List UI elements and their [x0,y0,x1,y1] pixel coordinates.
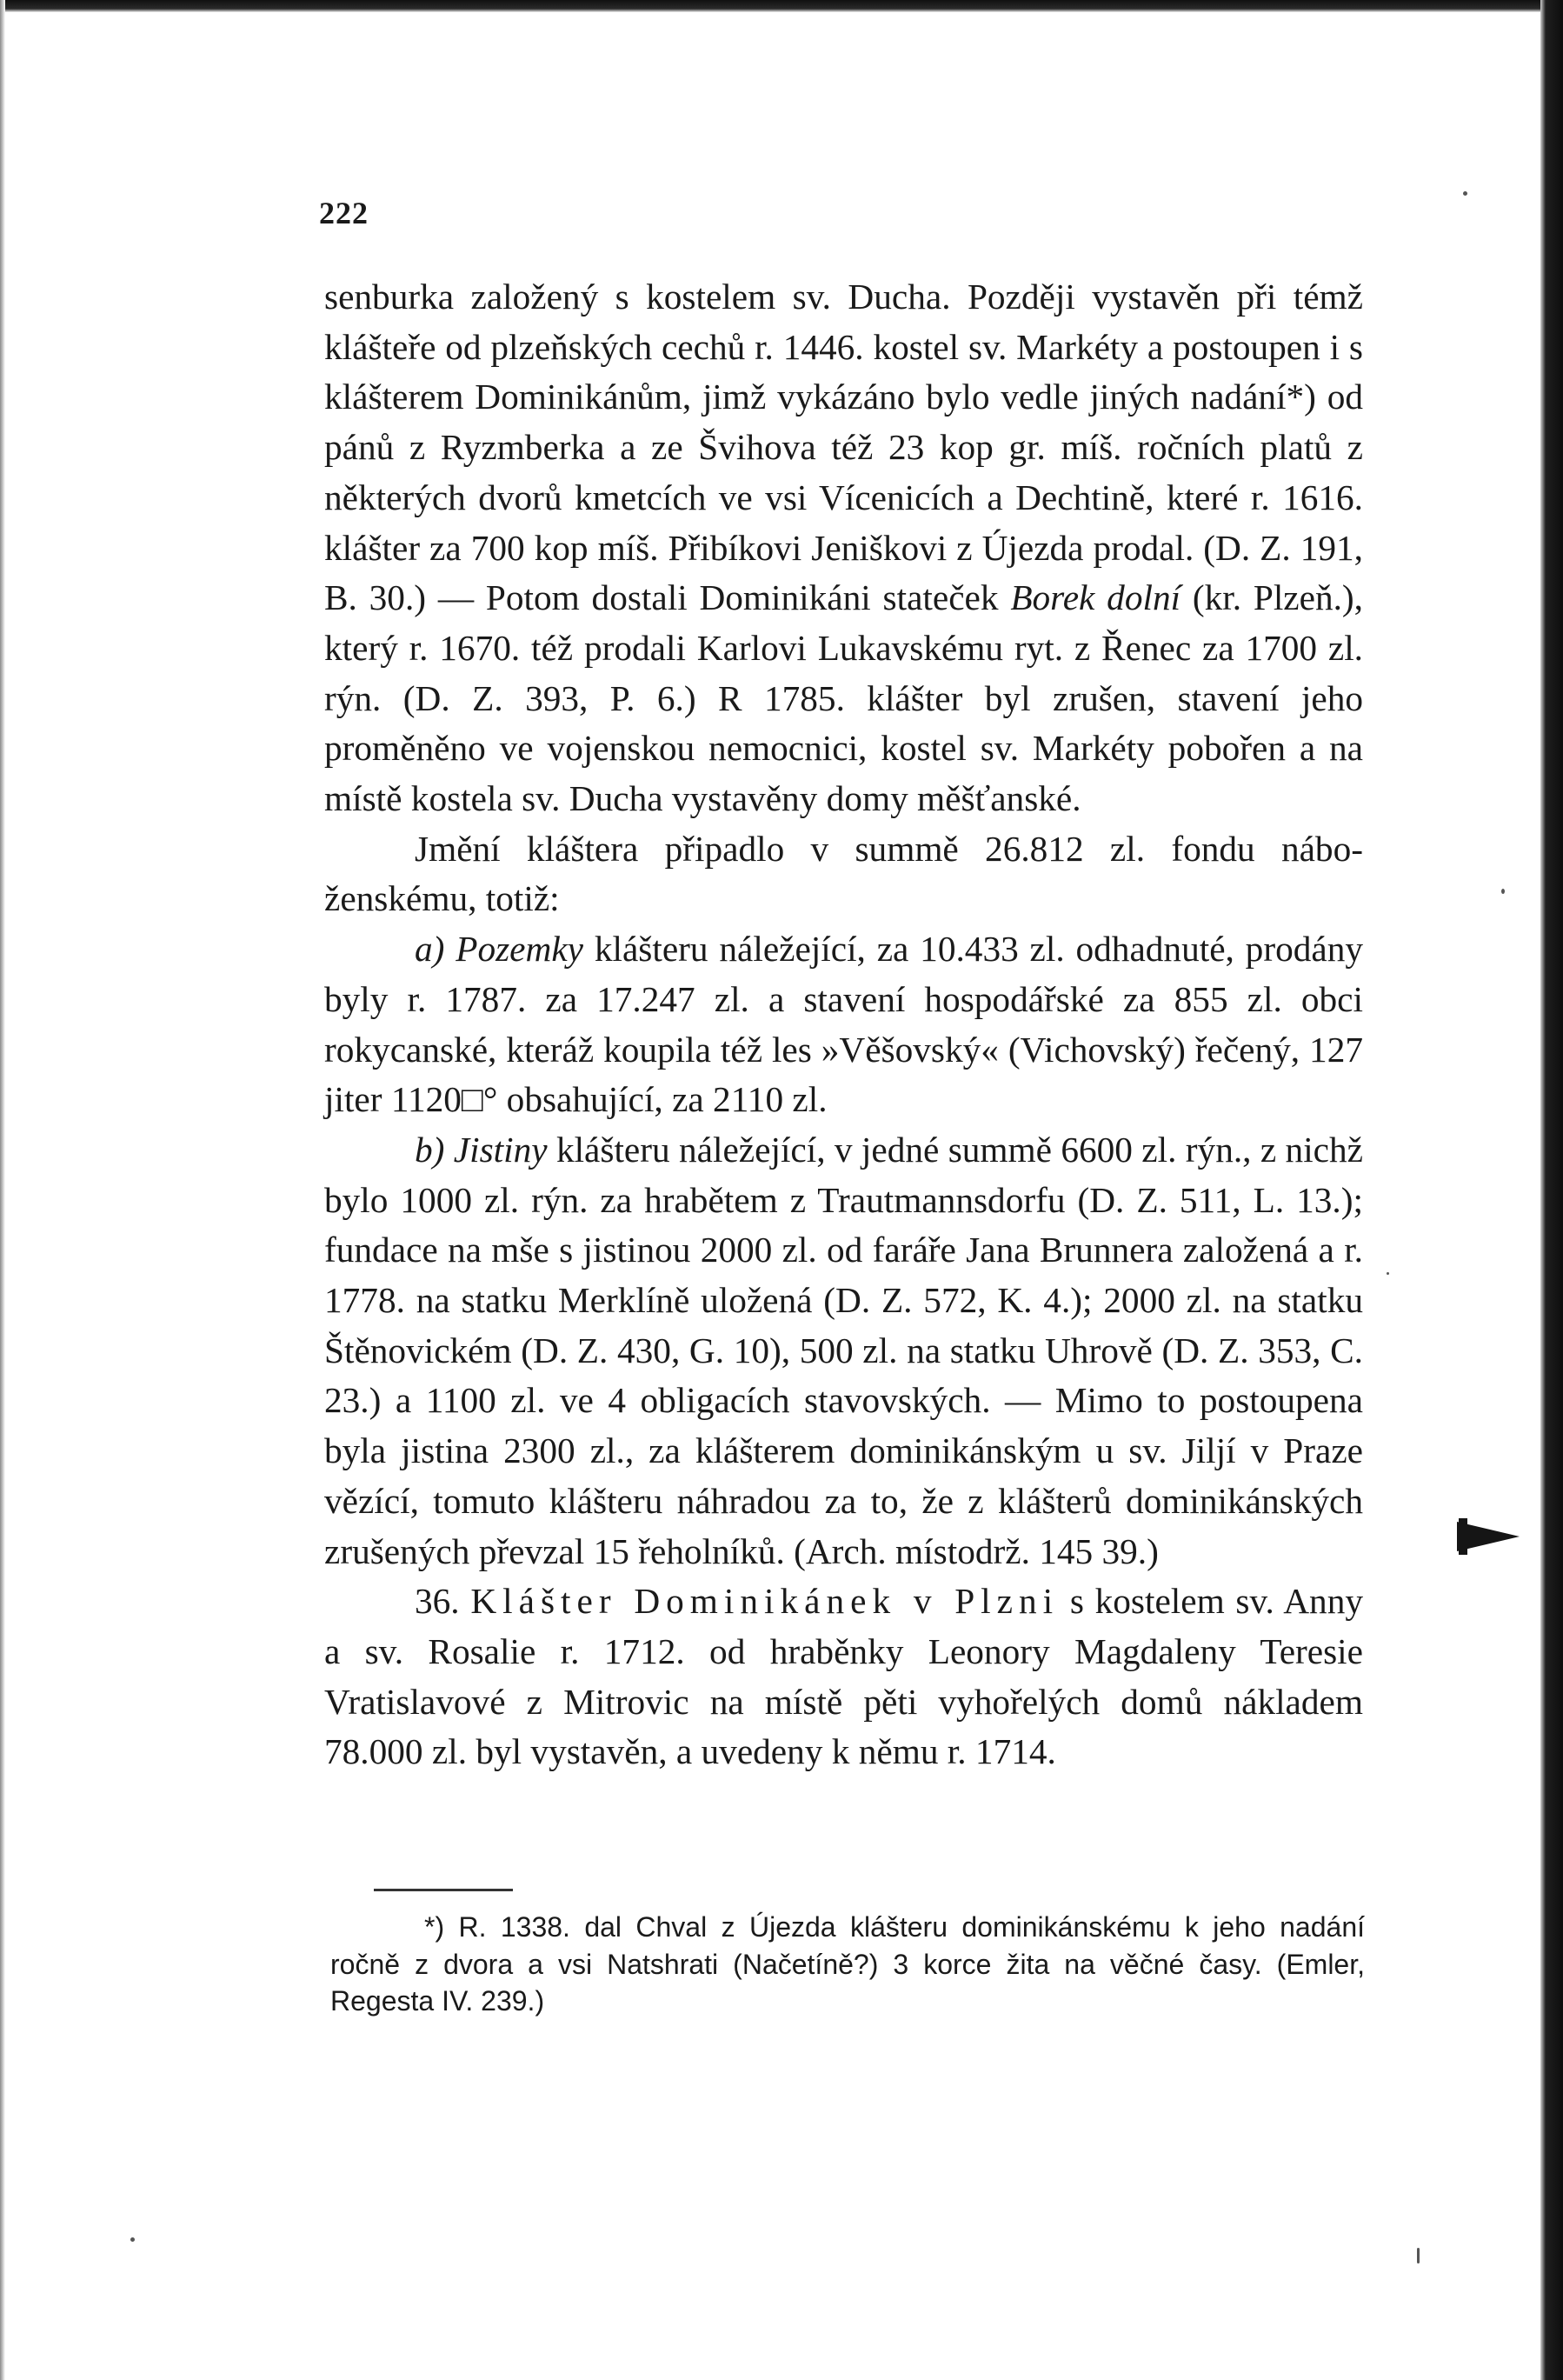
scan-border-right [1540,0,1563,2380]
scan-speck [130,2237,135,2242]
paragraph-jmeni: Jmění kláštera připadlo v summě 26.812 zl. fondu náboženskému, totiž: [324,828,1363,919]
text-run: senburka založený s kostelem sv. Ducha. Později vystavěn při témž klášteře od plzeňských cechů r. 1446. kostel sv. Markéty a postoupen i s klášterem Dominikánům, jimž vykázáno bylo vedle jiných nadání*) od pánů z Ryzmberka a ze Švihova též 23 kop gr. míš. ročních platů z některých dvorů kmetcích ve vsi Vícenicích a Dechtině, které r. 1616. klášter za 700 kop míš. Přibíkovi Jeniškovi z Újezda prodal. (D. Z. 191, B. 30.) — Potom dostali Dominikáni stateček [324,277,1363,618]
italic-term: Jistiny [453,1129,548,1170]
scan-border-left [0,0,5,2380]
list-label: b) [415,1129,454,1170]
list-label: a) [415,929,456,970]
margin-arrow-icon [1457,1522,1520,1551]
page-number: 222 [319,196,369,230]
italic-term: Pozemky [456,929,583,970]
scan-speck [1501,889,1505,894]
text-run: 36. [415,1581,471,1622]
italic-place-name: Borek dolní [1010,577,1181,618]
scan-speck [1387,1272,1389,1275]
paragraph-klaster-dominikanek [324,1577,1363,1777]
scan-speck [1417,2248,1420,2263]
text-run: s kostelem sv. Anny a sv. Rosalie r. 1712. od hraběnky Leonory Magdaleny Teresie Vratislavové z Mitrovic na místě pěti vyhořelých domů nákladem 78.000 zl. byl vystavěn, a uvedeny k němu r. 1714. [324,1581,1363,1772]
text-run: klášteru náležející, v jedné summě 6600 zl. rýn., z nichž bylo 1000 zl. rýn. za hrabětem z Trautmannsdorfu (D. Z. 511, L. 13.); fundace na mše s jistinou 2000 zl. od faráře Jana Brunnera založená a r. 1778. na statku Merklíně uložená (D. Z. 572, K. 4.); 2000 zl. na statku Štěnovickém (D. Z. 430, G. 10), 500 zl. na statku Uhrově (D. Z. 353, C. 23.) a 1100 zl. ve 4 obligacích stavovských. — Mimo to postoupena byla jistina 2300 zl., za klášterem dominikánským u sv. Jiljí v Praze vězící, tomuto klášteru náhradou za to, že z klášterů dominikánských zrušených převzal 15 řeholníků. (Arch. místodrž. 145 39.) [324,1129,1363,1571]
scan-speck [1463,191,1467,196]
text-run: klášteru náležející, za 10.433 zl. odhadnuté, prodány byly r. 1787. za 17.247 zl. a stavení hospodářské za 855 zl. obci rokycanské, kteráž koupila též les »Věšovský« (Vichovský) řečený, 127 jiter 1120□° obsahující, za 2110 zl. [324,929,1363,1120]
scan-border-top [0,0,1563,12]
footnote-text: *) R. 1338. dal Chval z Újezda klášteru dominikánskému k jeho nadání ročně z dvora a vsi Natshrati (Načetíně?) 3 korce žita na věčné časy. (Emler, Regesta IV. 239.) [330,1911,1365,2017]
footnote [330,1909,1365,2020]
paragraph-jistiny [324,1125,1363,1577]
text-run: (kr. Plzeň.), který r. 1670. též prodali Karlovi Lukavskému ryt. z Řenec za 1700 zl. rýn. (D. Z. 393, P. 6.) R 1785. klášter byl zrušen, stavení jeho proměněno ve vojenskou nemocnici, kostel sv. Markéty pobořen a na místě kostela sv. Ducha vystavěny domy měšťanské. [324,577,1364,819]
spaced-heading: Klášter Dominikánek v Plzni [470,1581,1060,1622]
footnote-separator [374,1889,513,1891]
main-text [324,272,1363,1777]
paragraph-senburka [324,272,1363,824]
paragraph-pozemky [324,924,1363,1125]
